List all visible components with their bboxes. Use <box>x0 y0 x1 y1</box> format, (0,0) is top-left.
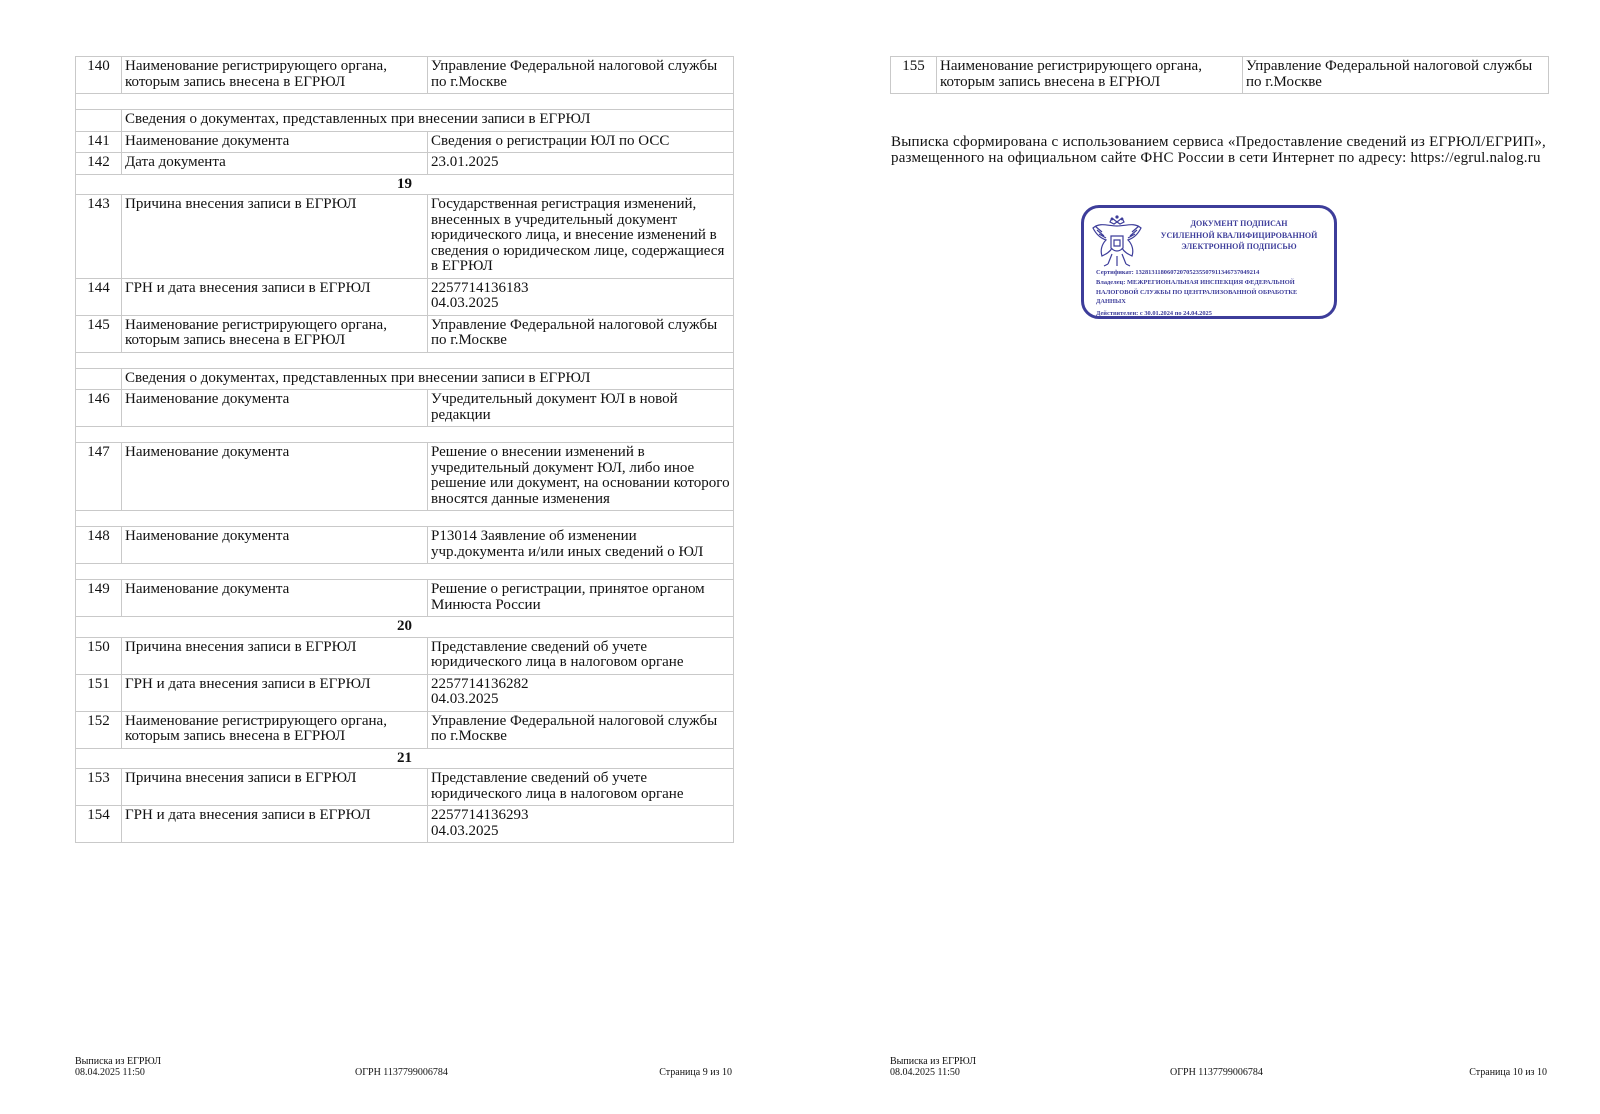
row-label: Наименование документа <box>122 443 428 511</box>
row-value <box>1243 57 1549 94</box>
row-label: Наименование документа <box>122 580 428 617</box>
stamp-certificate: Сертификат: 13281311806072070523550791134673704921​4 <box>1096 269 1260 276</box>
empty-cell <box>76 94 734 110</box>
footer-ogrn: ОГРН 1137799006784 <box>355 1067 448 1078</box>
table-row <box>76 769 734 806</box>
row-value-line: 04.03.2025 <box>431 295 499 311</box>
section-header: Сведения о документах, представленных при внесении записи в ЕГРЮЛ <box>122 368 734 390</box>
row-value <box>428 390 734 427</box>
table-row <box>76 443 734 511</box>
row-value <box>428 637 734 674</box>
empty-row <box>76 352 734 368</box>
row-number: 149 <box>76 580 122 617</box>
row-label: Наименование документа <box>122 131 428 153</box>
record-number-row <box>76 748 734 769</box>
footer-page-number: Страница 9 из 10 <box>659 1067 732 1078</box>
row-value-line: Представление сведений об учете юридического лица в налоговом органе <box>431 770 684 802</box>
table-row <box>76 390 734 427</box>
stamp-title-line: ДОКУМЕНТ ПОДПИСАН <box>1190 219 1288 228</box>
stamp-title-line: УСИЛЕННОЙ КВАЛИФИЦИРОВАННОЙ <box>1160 230 1318 240</box>
stamp-title-line: ЭЛЕКТРОННОЙ ПОДПИСЬЮ <box>1181 242 1297 251</box>
row-number: 142 <box>76 153 122 175</box>
row-label: Дата документа <box>122 153 428 175</box>
row-value <box>428 443 734 511</box>
row-label: ГРН и дата внесения записи в ЕГРЮЛ <box>122 806 428 843</box>
row-value <box>428 57 734 94</box>
footer-doc-title: Выписка из ЕГРЮЛ <box>75 1056 161 1067</box>
row-value-line: Управление Федеральной налоговой службы по г.Москве <box>1246 58 1533 90</box>
row-number: 148 <box>76 527 122 564</box>
page-10 <box>815 0 1600 1114</box>
row-value <box>428 527 734 564</box>
egrul-table-page-9 <box>75 56 734 843</box>
footer-doc-title: Выписка из ЕГРЮЛ <box>890 1056 976 1067</box>
coat-of-arms-icon <box>1090 214 1144 270</box>
row-value-line: Представление сведений об учете юридического лица в налоговом органе <box>431 638 684 670</box>
empty-row <box>76 511 734 527</box>
row-value <box>428 153 734 175</box>
row-number: 145 <box>76 315 122 352</box>
stamp-owner: Владелец: МЕЖРЕГИОНАЛЬНАЯ ИНСПЕКЦИЯ ФЕДЕРАЛЬНОЙ НАЛОГОВОЙ СЛУЖБЫ ПО ЦЕНТРАЛИЗОВАННОЙ ОБРАБОТКЕ ДАННЫХ <box>1096 279 1298 305</box>
row-number: 154 <box>76 806 122 843</box>
section-header-row <box>76 368 734 390</box>
row-number: 144 <box>76 278 122 315</box>
row-number: 150 <box>76 637 122 674</box>
record-number: 20 <box>76 617 734 638</box>
record-number: 19 <box>76 174 734 195</box>
empty-cell <box>76 427 734 443</box>
row-number: 143 <box>76 195 122 279</box>
table-row <box>76 637 734 674</box>
row-label: Причина внесения записи в ЕГРЮЛ <box>122 769 428 806</box>
row-label: Наименование документа <box>122 527 428 564</box>
row-value-line: Управление Федеральной налоговой службы по г.Москве <box>431 316 718 348</box>
service-note: Выписка сформирована с использованием сервиса «Предоставление сведений из ЕГРЮЛ/ЕГРИП», размещенного на официальном сайте ФНС России в сети Интернет по адресу: https://egrul.nalog.ru <box>891 134 1546 166</box>
stamp-validity: Действителен: с 30.01.2024 по 24.04.2025 <box>1096 310 1212 317</box>
row-label: Наименование регистрирующего органа, которым запись внесена в ЕГРЮЛ <box>937 57 1243 94</box>
section-spacer <box>76 368 122 390</box>
footer-doc-info <box>890 1056 976 1078</box>
section-spacer <box>76 110 122 132</box>
record-number-row <box>76 617 734 638</box>
row-value <box>428 674 734 711</box>
row-number: 140 <box>76 57 122 94</box>
record-number-row <box>76 174 734 195</box>
row-value-line: Решение о внесении изменений в учредительный документ ЮЛ, либо иное решение или документ, на основании которого вносятся данные изменения <box>431 444 730 507</box>
row-value-line: 2257714136183 <box>431 279 529 296</box>
row-value <box>428 131 734 153</box>
row-value-line: 23.01.2025 <box>431 154 499 170</box>
row-label: Наименование регистрирующего органа, которым запись внесена в ЕГРЮЛ <box>122 315 428 352</box>
row-value-line: Государственная регистрация изменений, внесенных в учредительный документ юридического лица, и внесение изменений в сведения о юридическом лице, содержащиеся в ЕГРЮЛ <box>431 196 725 274</box>
table-row <box>76 278 734 315</box>
footer-doc-info <box>75 1056 161 1078</box>
row-label: ГРН и дата внесения записи в ЕГРЮЛ <box>122 674 428 711</box>
table-row <box>891 57 1549 94</box>
table-row <box>76 153 734 175</box>
egrul-table-page-10 <box>890 56 1549 94</box>
row-label: Наименование регистрирующего органа, которым запись внесена в ЕГРЮЛ <box>122 711 428 748</box>
row-number: 152 <box>76 711 122 748</box>
table-row <box>76 195 734 279</box>
section-header: Сведения о документах, представленных при внесении записи в ЕГРЮЛ <box>122 110 734 132</box>
row-value <box>428 315 734 352</box>
row-value <box>428 278 734 315</box>
row-number: 141 <box>76 131 122 153</box>
empty-cell <box>76 564 734 580</box>
row-label: Наименование документа <box>122 390 428 427</box>
row-value <box>428 806 734 843</box>
footer-ogrn: ОГРН 1137799006784 <box>1170 1067 1263 1078</box>
row-number: 153 <box>76 769 122 806</box>
record-number: 21 <box>76 748 734 769</box>
table-row <box>76 315 734 352</box>
digital-signature-stamp <box>1081 205 1337 319</box>
table-row <box>76 57 734 94</box>
row-value <box>428 580 734 617</box>
row-value-line: Решение о регистрации, принятое органом Минюста России <box>431 581 705 613</box>
row-value-line: Управление Федеральной налоговой службы по г.Москве <box>431 58 718 90</box>
row-number: 147 <box>76 443 122 511</box>
row-value-line: 04.03.2025 <box>431 822 499 839</box>
empty-cell <box>76 511 734 527</box>
row-number: 155 <box>891 57 937 94</box>
table-row <box>76 674 734 711</box>
table-row <box>76 131 734 153</box>
row-value-line: 2257714136282 <box>431 675 529 692</box>
row-value <box>428 711 734 748</box>
row-value <box>428 195 734 279</box>
row-value <box>428 769 734 806</box>
row-value-line: 2257714136293 <box>431 807 529 823</box>
row-label: Наименование регистрирующего органа, которым запись внесена в ЕГРЮЛ <box>122 57 428 94</box>
empty-row <box>76 427 734 443</box>
table-row <box>76 806 734 843</box>
row-number: 146 <box>76 390 122 427</box>
row-value-line: Р13014 Заявление об изменении учр.документа и/или иных сведений о ЮЛ <box>431 528 704 560</box>
row-value-line: Учредительный документ ЮЛ в новой редакции <box>431 391 678 423</box>
row-label: ГРН и дата внесения записи в ЕГРЮЛ <box>122 278 428 315</box>
footer-datetime: 08.04.2025 11:50 <box>890 1067 960 1078</box>
empty-row <box>76 94 734 110</box>
empty-row <box>76 564 734 580</box>
table-row <box>76 580 734 617</box>
row-label: Причина внесения записи в ЕГРЮЛ <box>122 637 428 674</box>
footer-page-number: Страница 10 из 10 <box>1469 1067 1547 1078</box>
row-number: 151 <box>76 674 122 711</box>
section-header-row <box>76 110 734 132</box>
table-row <box>76 711 734 748</box>
row-value-line: 04.03.2025 <box>431 691 499 707</box>
table-row <box>76 527 734 564</box>
row-value-line: Сведения о регистрации ЮЛ по ОСС <box>431 132 670 149</box>
stamp-title <box>1146 218 1332 253</box>
footer-datetime: 08.04.2025 11:50 <box>75 1067 145 1078</box>
empty-cell <box>76 352 734 368</box>
row-value-line: Управление Федеральной налоговой службы по г.Москве <box>431 712 718 744</box>
row-label: Причина внесения записи в ЕГРЮЛ <box>122 195 428 279</box>
